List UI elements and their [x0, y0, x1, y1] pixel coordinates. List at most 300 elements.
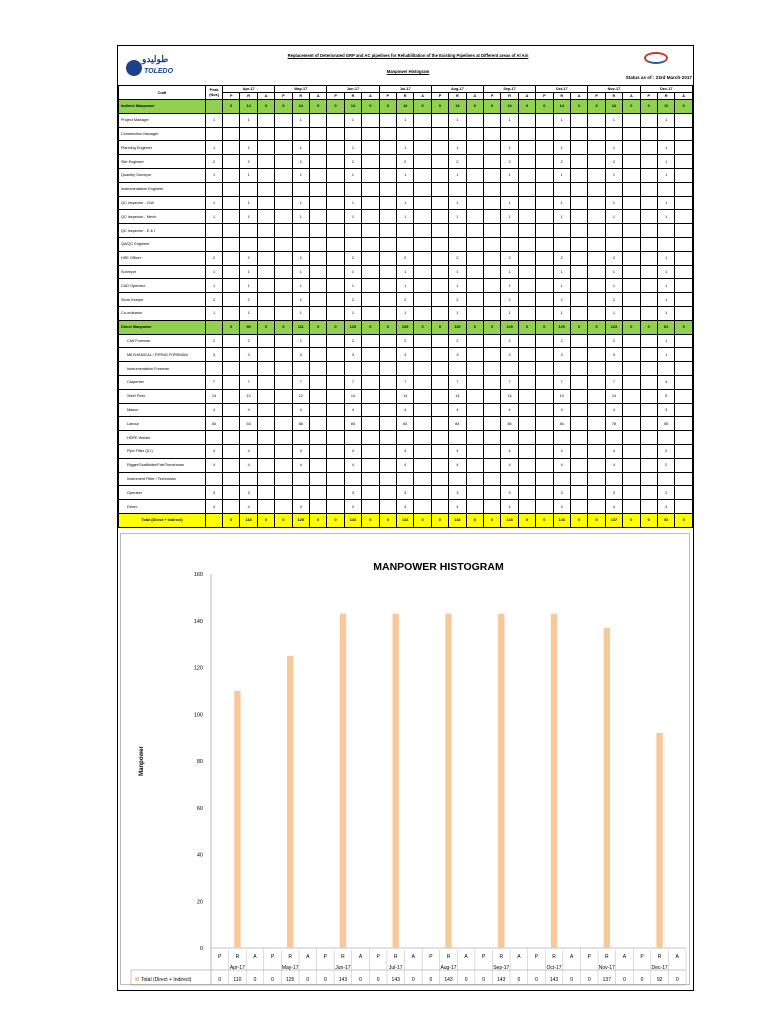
- table-row: [119, 334, 693, 348]
- x-subcategory-label: A: [622, 954, 627, 960]
- table-cell: [431, 251, 448, 265]
- table-cell: [640, 444, 657, 458]
- craft-name: Direct Manpower: [119, 320, 206, 334]
- table-cell: [536, 210, 553, 224]
- table-row: [119, 513, 693, 527]
- table-cell: [327, 293, 344, 307]
- table-cell: 0: [362, 513, 379, 527]
- data-table-value: 0: [517, 977, 521, 983]
- table-cell: 1: [501, 279, 518, 293]
- table-cell: [640, 196, 657, 210]
- table-cell: [623, 196, 640, 210]
- table-cell: [536, 251, 553, 265]
- table-cell: [223, 168, 240, 182]
- table-cell: [240, 224, 257, 238]
- table-cell: [431, 334, 448, 348]
- table-cell: 2: [396, 251, 413, 265]
- logo-name-text: TOLEDO: [144, 68, 174, 75]
- table-cell: [379, 279, 396, 293]
- table-cell: [327, 141, 344, 155]
- table-cell: [275, 500, 292, 514]
- table-cell: [344, 182, 361, 196]
- table-cell: 1: [657, 155, 674, 169]
- table-cell: [223, 348, 240, 362]
- histogram-bar: [234, 691, 240, 948]
- table-cell: 1: [605, 168, 622, 182]
- table-cell: [657, 362, 674, 376]
- table-cell: [275, 127, 292, 141]
- table-cell: [310, 486, 327, 500]
- table-cell: [536, 375, 553, 389]
- table-cell: [310, 279, 327, 293]
- table-cell: [623, 224, 640, 238]
- table-cell: 143: [501, 513, 518, 527]
- table-cell: [414, 210, 431, 224]
- header-subcol: A: [675, 93, 693, 100]
- table-cell: [588, 155, 605, 169]
- table-cell: [275, 431, 292, 445]
- table-cell: [223, 113, 240, 127]
- table-cell: [675, 362, 693, 376]
- table-cell: 1: [449, 306, 466, 320]
- table-cell: [275, 279, 292, 293]
- table-cell: [327, 472, 344, 486]
- table-cell: [466, 348, 483, 362]
- craft-name: Instrument Fitter / Technician: [119, 472, 206, 486]
- table-cell: [623, 334, 640, 348]
- table-cell: [466, 210, 483, 224]
- table-cell: [310, 362, 327, 376]
- header-craft: Craft: [119, 86, 206, 100]
- table-cell: [466, 389, 483, 403]
- table-cell: [414, 155, 431, 169]
- table-cell: [223, 362, 240, 376]
- table-cell: [640, 237, 657, 251]
- table-cell: [327, 113, 344, 127]
- header-subcol: R: [553, 93, 570, 100]
- table-cell: [327, 348, 344, 362]
- table-cell: [588, 265, 605, 279]
- table-cell: [518, 375, 535, 389]
- table-cell: 1: [605, 210, 622, 224]
- table-cell: 1: [344, 168, 361, 182]
- table-cell: [536, 306, 553, 320]
- table-cell: 2: [344, 293, 361, 307]
- table-cell: [379, 168, 396, 182]
- header-month: Aug-17: [431, 86, 483, 93]
- table-cell: 0: [518, 513, 535, 527]
- table-row: [119, 348, 693, 362]
- histogram-bar: [656, 733, 662, 948]
- table-cell: 0: [257, 100, 274, 114]
- table-cell: 14: [605, 100, 622, 114]
- table-cell: [431, 210, 448, 224]
- table-cell: [657, 472, 674, 486]
- table-cell: 4: [605, 458, 622, 472]
- table-cell: 4: [292, 403, 309, 417]
- y-tick-label: 100: [193, 712, 203, 719]
- table-cell: [588, 279, 605, 293]
- y-axis-label: Manpower: [139, 746, 145, 776]
- table-cell: [379, 334, 396, 348]
- table-cell: [327, 417, 344, 431]
- table-cell: [675, 348, 693, 362]
- table-cell: 1: [240, 210, 257, 224]
- table-cell: [275, 362, 292, 376]
- table-cell: 12: [292, 389, 309, 403]
- table-cell: [414, 279, 431, 293]
- table-cell: 0: [414, 100, 431, 114]
- table-cell: [466, 279, 483, 293]
- table-header-months: [119, 86, 693, 93]
- table-cell: [414, 458, 431, 472]
- table-cell: [362, 348, 379, 362]
- table-row: [119, 182, 693, 196]
- x-subcategory-label: A: [517, 954, 521, 960]
- table-cell: 7: [396, 375, 413, 389]
- table-cell: 4: [553, 444, 570, 458]
- table-cell: [536, 472, 553, 486]
- table-cell: [223, 293, 240, 307]
- table-cell: [327, 486, 344, 500]
- table-cell: 78: [605, 417, 622, 431]
- table-cell: [414, 196, 431, 210]
- table-cell: [518, 389, 535, 403]
- table-cell: [223, 403, 240, 417]
- table-cell: [379, 362, 396, 376]
- table-cell: [570, 141, 587, 155]
- table-cell: [483, 306, 500, 320]
- table-cell: [483, 251, 500, 265]
- table-cell: [414, 375, 431, 389]
- table-cell: 4: [396, 458, 413, 472]
- table-cell: [223, 306, 240, 320]
- table-cell: [414, 362, 431, 376]
- table-row: [119, 431, 693, 445]
- table-cell: 4: [396, 500, 413, 514]
- table-cell: [536, 168, 553, 182]
- table-cell: [675, 210, 693, 224]
- table-cell: 2: [553, 251, 570, 265]
- table-cell: [605, 182, 622, 196]
- peak-value: 4: [206, 403, 223, 417]
- table-cell: 3: [396, 486, 413, 500]
- histogram-bar: [393, 614, 399, 948]
- table-cell: [588, 486, 605, 500]
- toledo-emblem-icon: [126, 60, 142, 76]
- table-cell: [640, 362, 657, 376]
- table-cell: 1: [501, 306, 518, 320]
- craft-name: QC Inspector - Civil: [119, 196, 206, 210]
- table-cell: [570, 500, 587, 514]
- table-cell: [518, 417, 535, 431]
- table-cell: [570, 155, 587, 169]
- table-cell: [675, 486, 693, 500]
- header-subcol: A: [623, 93, 640, 100]
- table-cell: [675, 500, 693, 514]
- table-cell: [275, 265, 292, 279]
- data-table-value: 143: [497, 977, 506, 983]
- table-cell: 2: [449, 334, 466, 348]
- table-cell: [518, 182, 535, 196]
- peak-value: 1: [206, 168, 223, 182]
- table-cell: [623, 500, 640, 514]
- table-cell: 1: [292, 196, 309, 210]
- table-cell: [553, 431, 570, 445]
- data-table-value: 0: [411, 977, 415, 983]
- table-cell: [431, 472, 448, 486]
- table-cell: [501, 224, 518, 238]
- table-cell: 1: [605, 196, 622, 210]
- header-subcol: R: [292, 93, 309, 100]
- peak-value: 3: [206, 486, 223, 500]
- table-cell: [675, 265, 693, 279]
- table-cell: [431, 155, 448, 169]
- table-cell: 4: [240, 500, 257, 514]
- table-cell: 1: [344, 306, 361, 320]
- table-cell: 1: [292, 265, 309, 279]
- table-cell: [640, 168, 657, 182]
- table-cell: [518, 251, 535, 265]
- x-group-label: Aug-17: [440, 965, 457, 971]
- craft-name: QC Inspector - Mech: [119, 210, 206, 224]
- table-cell: 2: [344, 251, 361, 265]
- table-cell: [257, 403, 274, 417]
- table-cell: [518, 196, 535, 210]
- table-cell: 0: [536, 320, 553, 334]
- table-cell: [310, 251, 327, 265]
- craft-name: Quantity Surveyor: [119, 168, 206, 182]
- table-cell: [483, 389, 500, 403]
- table-cell: [623, 375, 640, 389]
- table-cell: [675, 417, 693, 431]
- table-cell: [431, 182, 448, 196]
- table-cell: [431, 279, 448, 293]
- table-cell: [362, 375, 379, 389]
- peak-value: 4: [206, 500, 223, 514]
- table-cell: 4: [657, 375, 674, 389]
- table-cell: [518, 155, 535, 169]
- table-cell: [292, 472, 309, 486]
- table-cell: [483, 265, 500, 279]
- histogram-bar: [340, 614, 346, 948]
- y-tick-label: 120: [193, 665, 203, 672]
- table-cell: [483, 362, 500, 376]
- table-cell: [379, 251, 396, 265]
- table-cell: [257, 500, 274, 514]
- table-cell: 1: [657, 113, 674, 127]
- table-cell: [344, 362, 361, 376]
- table-cell: 1: [344, 113, 361, 127]
- table-cell: 1: [240, 196, 257, 210]
- data-table-value: 0: [323, 977, 327, 983]
- data-table-value: 0: [535, 977, 538, 983]
- table-cell: 129: [553, 320, 570, 334]
- table-row: [119, 444, 693, 458]
- table-cell: 1: [344, 279, 361, 293]
- table-cell: 2: [396, 334, 413, 348]
- table-cell: [223, 431, 240, 445]
- table-cell: [483, 196, 500, 210]
- x-group-label: Nov-17: [598, 965, 615, 971]
- table-cell: [675, 431, 693, 445]
- table-cell: 11: [657, 100, 674, 114]
- table-cell: [257, 458, 274, 472]
- table-cell: [240, 127, 257, 141]
- table-cell: [623, 141, 640, 155]
- table-cell: 1: [553, 141, 570, 155]
- table-cell: [396, 127, 413, 141]
- table-cell: [327, 362, 344, 376]
- table-cell: [518, 348, 535, 362]
- table-cell: 2: [501, 334, 518, 348]
- table-cell: [275, 458, 292, 472]
- table-cell: 4: [553, 403, 570, 417]
- table-cell: [379, 486, 396, 500]
- table-cell: [623, 182, 640, 196]
- table-cell: 2: [292, 334, 309, 348]
- table-cell: [623, 237, 640, 251]
- table-cell: [414, 334, 431, 348]
- table-cell: [379, 306, 396, 320]
- table-cell: 0: [675, 100, 693, 114]
- table-cell: 68: [292, 417, 309, 431]
- table-cell: 0: [623, 513, 640, 527]
- table-cell: [605, 224, 622, 238]
- table-cell: [449, 362, 466, 376]
- peak-value: [206, 127, 223, 141]
- table-cell: 1: [240, 141, 257, 155]
- table-cell: [570, 362, 587, 376]
- craft-name: Site Engineer: [119, 155, 206, 169]
- header-subcol: P: [483, 93, 500, 100]
- table-cell: [605, 362, 622, 376]
- x-subcategory-label: R: [605, 954, 609, 960]
- x-subcategory-label: R: [446, 954, 451, 960]
- x-subcategory-label: P: [323, 954, 328, 960]
- table-cell: 1: [657, 293, 674, 307]
- table-cell: [223, 334, 240, 348]
- table-cell: [570, 196, 587, 210]
- table-cell: [275, 306, 292, 320]
- table-cell: [310, 417, 327, 431]
- peak-value: 1: [206, 306, 223, 320]
- table-cell: [623, 486, 640, 500]
- table-cell: 4: [449, 403, 466, 417]
- table-cell: 4: [449, 500, 466, 514]
- table-cell: 0: [623, 320, 640, 334]
- x-group-label: Dec-17: [651, 965, 668, 971]
- table-cell: 1: [657, 348, 674, 362]
- table-cell: [362, 251, 379, 265]
- x-group-label: Apr-17: [229, 965, 245, 971]
- table-cell: [623, 348, 640, 362]
- table-cell: 1: [449, 196, 466, 210]
- table-cell: [483, 334, 500, 348]
- table-cell: 0: [466, 320, 483, 334]
- table-cell: [257, 486, 274, 500]
- table-cell: [640, 113, 657, 127]
- table-cell: 3: [240, 348, 257, 362]
- table-cell: [310, 265, 327, 279]
- table-cell: 3: [605, 486, 622, 500]
- table-cell: [570, 472, 587, 486]
- table-cell: 3: [657, 500, 674, 514]
- craft-name: CAD Operator: [119, 279, 206, 293]
- table-cell: [310, 182, 327, 196]
- table-cell: 143: [553, 513, 570, 527]
- peak-value: [206, 320, 223, 334]
- table-cell: 4: [553, 500, 570, 514]
- table-cell: [379, 155, 396, 169]
- header-month: Jul-17: [379, 86, 431, 93]
- table-cell: 14: [240, 100, 257, 114]
- table-cell: [327, 431, 344, 445]
- y-tick-label: 140: [193, 618, 203, 625]
- table-cell: 0: [310, 100, 327, 114]
- table-row: [119, 100, 693, 114]
- data-table-value: 92: [656, 977, 663, 983]
- table-cell: [257, 293, 274, 307]
- data-table-value: 0: [623, 977, 626, 983]
- table-cell: 4: [396, 444, 413, 458]
- y-tick-label: 20: [196, 899, 203, 906]
- table-cell: [518, 141, 535, 155]
- header-subcol: R: [657, 93, 674, 100]
- table-cell: [327, 403, 344, 417]
- x-subcategory-label: P: [429, 954, 433, 960]
- table-cell: 2: [605, 334, 622, 348]
- craft-name: Labour: [119, 417, 206, 431]
- table-cell: [275, 237, 292, 251]
- table-cell: 1: [396, 168, 413, 182]
- table-cell: [257, 279, 274, 293]
- table-cell: 14: [605, 389, 622, 403]
- table-cell: [501, 431, 518, 445]
- peak-value: 14: [206, 389, 223, 403]
- table-cell: 1: [657, 306, 674, 320]
- table-cell: [588, 224, 605, 238]
- table-cell: [588, 293, 605, 307]
- peak-value: 4: [206, 458, 223, 472]
- table-cell: [640, 279, 657, 293]
- table-cell: [327, 500, 344, 514]
- data-table-value: 125: [285, 977, 295, 983]
- table-cell: 2: [657, 458, 674, 472]
- data-table-value: 143: [338, 977, 348, 983]
- table-cell: [570, 293, 587, 307]
- table-cell: [588, 472, 605, 486]
- header-subcol: R: [501, 93, 518, 100]
- table-cell: [483, 127, 500, 141]
- header-peak: Peak (Nos): [206, 86, 223, 100]
- table-cell: 2: [396, 293, 413, 307]
- table-cell: [327, 168, 344, 182]
- table-cell: [223, 375, 240, 389]
- table-cell: 0: [640, 513, 657, 527]
- table-cell: [536, 293, 553, 307]
- table-cell: [362, 182, 379, 196]
- client-emblem-icon: [644, 52, 668, 64]
- report-subtitle: Manpower Histogram: [386, 69, 430, 74]
- table-cell: 1: [657, 251, 674, 265]
- table-cell: 1: [292, 113, 309, 127]
- table-cell: 1: [240, 265, 257, 279]
- data-table-value: 0: [464, 977, 468, 983]
- header-subcol: R: [396, 93, 413, 100]
- manpower-table: [118, 85, 693, 528]
- table-cell: [327, 375, 344, 389]
